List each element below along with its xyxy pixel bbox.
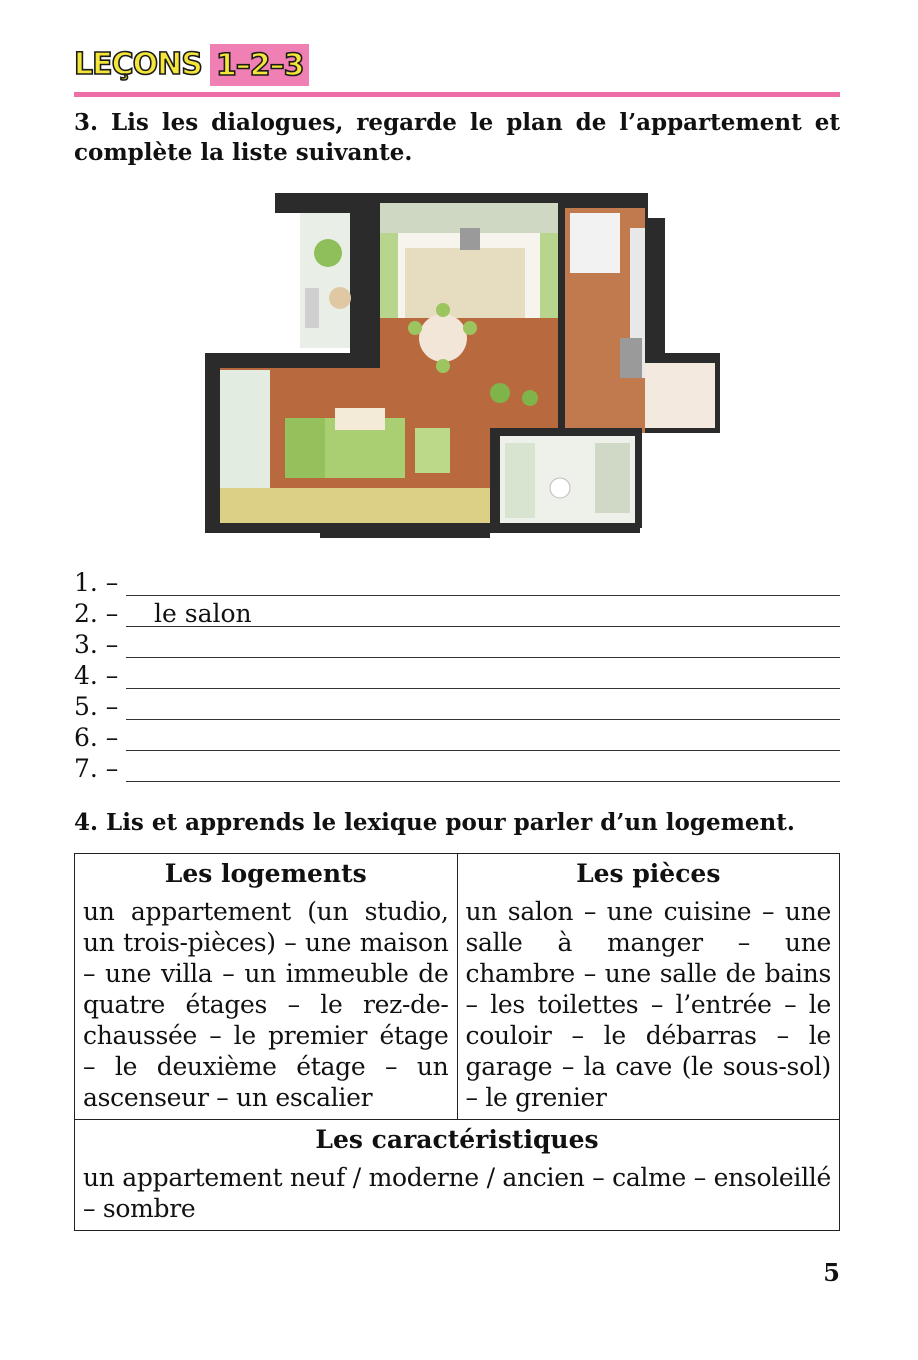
answer-number: 2. – (74, 599, 119, 628)
answer-number: 3. – (74, 630, 119, 659)
header-divider (74, 92, 840, 97)
answer-line-7 (74, 754, 840, 784)
answer-line-3 (74, 630, 840, 660)
answer-rule (126, 657, 840, 658)
apartment-floor-plan (200, 188, 725, 548)
answer-line-4 (74, 661, 840, 691)
answer-line-2 (74, 599, 840, 629)
lecons-label: LEÇONS (74, 47, 202, 82)
answer-rule (126, 688, 840, 689)
caracteristiques-header: Les caractéristiques (315, 1125, 599, 1154)
caracteristiques-cell (75, 1120, 840, 1231)
answer-number: 5. – (74, 692, 119, 721)
answer-rule (126, 719, 840, 720)
answer-number: 6. – (74, 723, 119, 752)
answer-rule (126, 781, 840, 782)
answer-number: 1. – (74, 568, 119, 597)
logements-cell (75, 854, 458, 1120)
caracteristiques-text: un appartement neuf / moderne / ancien – calme – ensoleillé – sombre (83, 1163, 831, 1223)
answer-line-5 (74, 692, 840, 722)
lesson-numbers-badge: 1–2–3 (210, 44, 310, 86)
answer-number: 4. – (74, 661, 119, 690)
task-4-instruction: 4. Lis et apprends le lexique pour parler d’un logement. (74, 809, 795, 836)
answer-rule (126, 595, 840, 596)
logements-header: Les logements (164, 859, 367, 888)
logements-text: un appartement (un studio, un trois-pièces) – une maison – une villa – un immeuble de quatre étages – le rez-de-chaussée – le premier étage – le deuxième étage – un ascenseur – un escalier (83, 897, 449, 1112)
task-3-instruction: 3. Lis les dialogues, regarde le plan de l’appartement et complète la liste suivante. (74, 109, 840, 166)
lesson-header (74, 44, 309, 86)
answer-line-6 (74, 723, 840, 753)
answer-line-1 (74, 568, 840, 598)
pieces-text: un salon – une cuisine – une salle à manger – une chambre – une salle de bains – les toilettes – l’entrée – le couloir – le débarras – le garage – la cave (le sous-sol) – le grenier (465, 897, 831, 1112)
pieces-cell (457, 854, 840, 1120)
pieces-header: Les pièces (576, 859, 721, 888)
answer-rule (126, 750, 840, 751)
page-number: 5 (823, 1258, 840, 1287)
answer-number: 7. – (74, 754, 119, 783)
answer-text: le salon (154, 599, 252, 628)
vocabulary-table (74, 853, 840, 1231)
